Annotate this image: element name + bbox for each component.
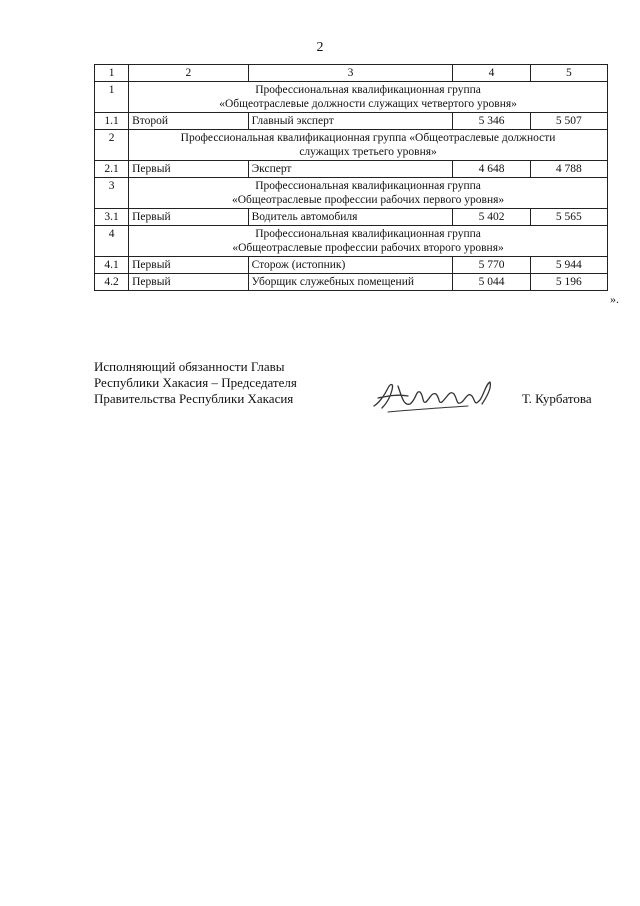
group-title-line: «Общеотраслевые профессии рабочих второго уровня» xyxy=(232,242,504,254)
group-title-line: «Общеотраслевые должности служащих четвертого уровня» xyxy=(219,98,517,110)
row-level: Первый xyxy=(129,257,248,274)
signature-title-line: Исполняющий обязанности Главы xyxy=(94,359,285,374)
signature-title-line: Республики Хакасия – Председателя xyxy=(94,375,297,390)
row-value-5: 5 507 xyxy=(530,113,607,130)
table-row xyxy=(95,274,608,291)
row-value-4: 5 346 xyxy=(453,113,530,130)
row-level: Первый xyxy=(129,161,248,178)
group-title-line: Профессиональная квалификационная группа xyxy=(255,180,481,192)
table-row xyxy=(95,161,608,178)
row-level: Первый xyxy=(129,274,248,291)
group-title xyxy=(129,178,608,209)
signature-title xyxy=(94,359,297,407)
row-value-4: 5 044 xyxy=(453,274,530,291)
row-position: Эксперт xyxy=(248,161,453,178)
closing-quote: ». xyxy=(610,292,619,306)
row-value-5: 5 565 xyxy=(530,209,607,226)
group-number: 1 xyxy=(95,82,129,113)
group-row xyxy=(95,226,608,257)
group-number: 3 xyxy=(95,178,129,209)
group-title xyxy=(129,82,608,113)
group-title-line: Профессиональная квалификационная группа «Общеотраслевые должности xyxy=(180,132,556,144)
row-number: 2.1 xyxy=(95,161,129,178)
group-number: 2 xyxy=(95,130,129,161)
row-position: Главный эксперт xyxy=(248,113,453,130)
row-value-4: 5 770 xyxy=(453,257,530,274)
row-number: 4.1 xyxy=(95,257,129,274)
header-cell: 2 xyxy=(129,65,248,82)
group-row xyxy=(95,178,608,209)
row-position: Сторож (истопник) xyxy=(248,257,453,274)
row-number: 4.2 xyxy=(95,274,129,291)
group-title-line: «Общеотраслевые профессии рабочих первого уровня» xyxy=(231,194,505,206)
row-value-5: 5 944 xyxy=(530,257,607,274)
group-title-line: Профессиональная квалификационная группа xyxy=(255,84,481,96)
group-row xyxy=(95,130,608,161)
table-row xyxy=(95,209,608,226)
signature-title-line: Правительства Республики Хакасия xyxy=(94,391,294,406)
group-title xyxy=(129,226,608,257)
page-number: 2 xyxy=(316,40,324,55)
row-value-4: 5 402 xyxy=(453,209,530,226)
row-value-4: 4 648 xyxy=(453,161,530,178)
row-number: 1.1 xyxy=(95,113,129,130)
table-header-row xyxy=(95,65,608,82)
header-cell: 1 xyxy=(95,65,129,82)
table-row xyxy=(95,113,608,130)
header-cell: 3 xyxy=(248,65,453,82)
signer-name: Т. Курбатова xyxy=(522,391,592,406)
row-value-5: 5 196 xyxy=(530,274,607,291)
group-title-line: Профессиональная квалификационная группа xyxy=(255,228,481,240)
row-number: 3.1 xyxy=(95,209,129,226)
handwritten-signature xyxy=(368,372,508,418)
group-number: 4 xyxy=(95,226,129,257)
row-level: Второй xyxy=(129,113,248,130)
group-title-line: служащих третьего уровня» xyxy=(299,146,437,158)
header-cell: 5 xyxy=(530,65,607,82)
row-level: Первый xyxy=(129,209,248,226)
salary-table xyxy=(94,64,608,291)
table-row xyxy=(95,257,608,274)
group-row xyxy=(95,82,608,113)
row-position: Уборщик служебных помещений xyxy=(248,274,453,291)
row-position: Водитель автомобиля xyxy=(248,209,453,226)
header-cell: 4 xyxy=(453,65,530,82)
row-value-5: 4 788 xyxy=(530,161,607,178)
group-title xyxy=(129,130,608,161)
